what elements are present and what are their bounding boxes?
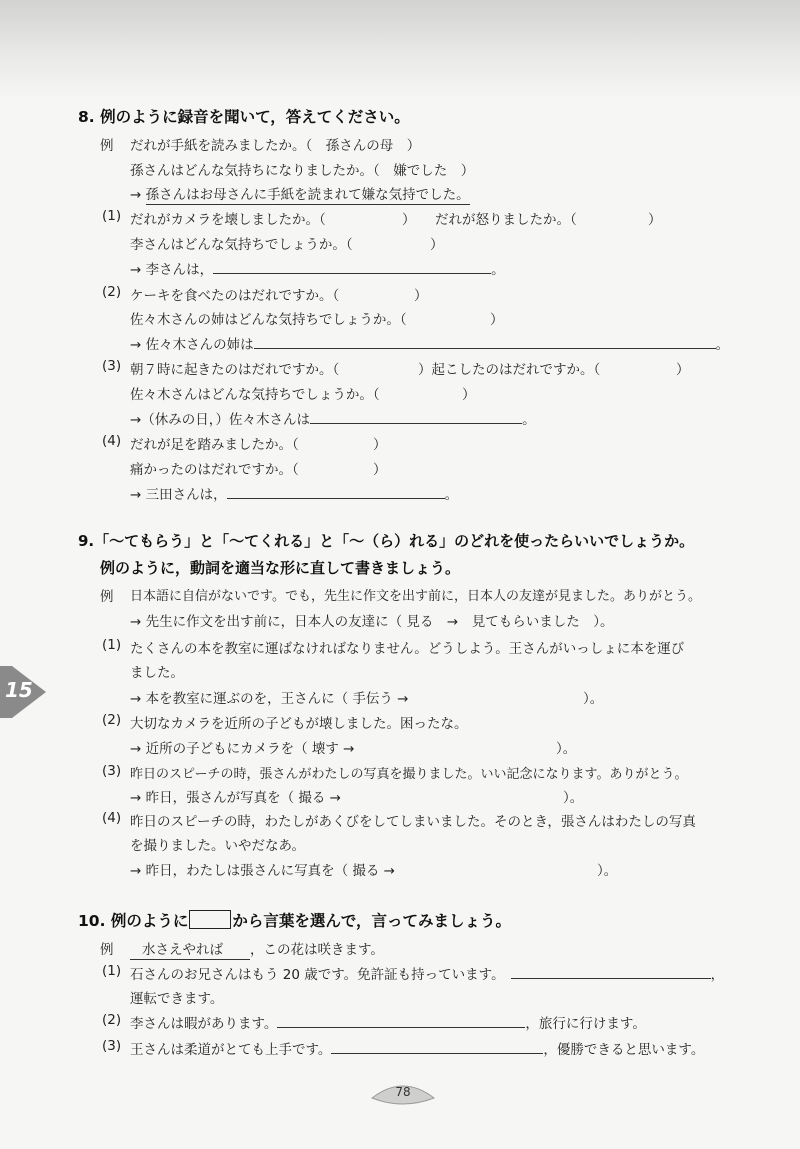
q9-item2-text1: 大切なカメラを近所の子どもが壊しました。困ったな。 <box>130 716 468 732</box>
q8-item4-answer-suffix: 。 <box>444 487 459 503</box>
q8-item3-num: (3) <box>102 358 122 374</box>
q8-item1-answer-suffix: 。 <box>491 262 505 278</box>
q9-example-answer: → 先生に作文を出す前に，日本人の友達に（ 見る → 見てもらいました ）。 <box>130 614 614 630</box>
q9-item4-num: (4) <box>102 810 122 826</box>
arrow: → <box>130 187 142 203</box>
q8-item4-q1-close: ） <box>373 437 387 453</box>
q9-item2-answer: → 近所の子どもにカメラを（ 壊す → <box>130 741 355 757</box>
q9-item2-num: (2) <box>102 712 122 728</box>
q8-item4-q2-close: ） <box>373 462 387 478</box>
q8-item2-q2-close: ） <box>490 312 504 328</box>
q10-item2-blank[interactable] <box>277 1013 525 1028</box>
q8-item1-q2: だれが怒りましたか。（ <box>435 212 577 228</box>
q10-item2-text: 李さんは暇があります。 <box>130 1016 278 1032</box>
q8-item3-q2-close: ） <box>462 387 476 403</box>
q8-item2-num: (2) <box>102 284 122 300</box>
q10-example-rest: ，この花は咲きます。 <box>250 942 384 958</box>
q8-item1-q2-close: ） <box>648 212 662 228</box>
q8-item3-answer-suffix: 。 <box>522 412 536 428</box>
q8-item4-answer-blank[interactable] <box>227 484 445 499</box>
q8-item1-answer-prefix: → 李さんは， <box>130 262 214 278</box>
q9-item1-num: (1) <box>102 637 122 653</box>
q8-item1-q1-close: ） <box>402 212 416 228</box>
q9-item4-text2: を撮りました。いやだなあ。 <box>130 838 305 854</box>
q9-example-label: 例 <box>100 589 114 605</box>
q10-item1-text: 石さんのお兄さんはもう 20 歳です。免許証も持っています。 <box>130 967 505 983</box>
q8-item3-q1-close: ）起こしたのはだれですか。（ <box>418 362 601 378</box>
word-box <box>189 910 231 929</box>
q9-item3-text1: 昨日のスピーチの時，張さんがわたしの写真を撮りました。いい記念になります。ありがとう。 <box>130 767 688 782</box>
q8-example-line2: 孫さんはどんな気持ちになりましたか。（ 嫌でした ） <box>130 163 475 179</box>
q8-item2-q1-close: ） <box>414 288 428 304</box>
q10-title-post: から言葉を選んで，言ってみましょう。 <box>232 912 512 930</box>
q8-item3-q1: 朝７時に起きたのはだれですか。（ <box>130 362 340 378</box>
q8-item1-q3-close: ） <box>430 237 444 253</box>
q8-item1-q3: 李さんはどんな気持ちでしょうか。（ <box>130 237 353 253</box>
page-number: 78 <box>395 1085 411 1099</box>
page-number-badge <box>370 1080 436 1108</box>
q10-example-label: 例 <box>100 942 114 958</box>
q8-item2-answer-blank[interactable] <box>254 334 716 349</box>
q8-item4-answer-prefix: → 三田さんは， <box>130 487 227 503</box>
q10-item3-num: (3) <box>102 1038 122 1054</box>
q10-item1-blank[interactable] <box>511 964 711 979</box>
q9-item1-text1: たくさんの本を教室に運ばなければなりません。どうしよう。王さんがいっしょに本を運び <box>130 641 685 657</box>
q9-item1-answer: → 本を教室に運ぶのを，王さんに（ 手伝う → <box>130 691 409 707</box>
q8-item3-answer-blank[interactable] <box>310 409 522 424</box>
q9-item3-answer: → 昨日，張さんが写真を（ 撮る → <box>130 790 341 806</box>
q9-item3-close: ）。 <box>563 790 584 806</box>
q9-item4-answer: → 昨日，わたしは張さんに写真を（ 撮る → <box>130 863 395 879</box>
q8-item1-q1: だれがカメラを壊しましたか。（ <box>130 212 326 228</box>
q9-item3-num: (3) <box>102 763 122 779</box>
q9-example-line1: 日本語に自信がないです。でも，先生に作文を出す前に，日本人の友達が見ました。ありがとう。 <box>130 589 701 604</box>
q8-item2-answer-prefix: → 佐々木さんの姉は <box>130 337 254 353</box>
q8-item3-answer-prefix: →（休みの日，）佐々木さんは <box>130 412 311 428</box>
q10-item3-text: 王さんは柔道がとても上手です。 <box>130 1042 332 1058</box>
q9-title-line1: 9.「～てもらう」と「～てくれる」と「～（ら）れる」のどれを使ったらいいでしょうか。 <box>78 532 695 550</box>
q10-item2-suffix: ，旅行に行けます。 <box>525 1016 646 1032</box>
q10-title-pre: 10. 例のように <box>78 912 189 930</box>
q8-title: 8. 例のように録音を聞いて，答えてください。 <box>78 108 410 126</box>
q8-item4-q2: 痛かったのはだれですか。（ <box>130 462 299 478</box>
q10-item3-blank[interactable] <box>331 1039 543 1054</box>
q8-item2-q1: ケーキを食べたのはだれですか。（ <box>130 288 340 304</box>
q10-example-filled: 水さえやれば <box>130 938 250 960</box>
q8-item4-num: (4) <box>102 433 122 449</box>
q8-item3-q2: 佐々木さんはどんな気持ちでしょうか。（ <box>130 387 380 403</box>
q8-item2-answer-suffix: 。 <box>715 337 730 353</box>
q9-item1-text2: ました。 <box>130 665 184 681</box>
q8-item1-answer-blank[interactable] <box>213 259 491 274</box>
q8-item1-num: (1) <box>102 208 122 224</box>
q9-item2-close: ）。 <box>556 741 577 757</box>
q10-item3-suffix: ，優勝できると思います。 <box>543 1042 705 1058</box>
q9-item4-text1: 昨日のスピーチの時，わたしがあくびをしてしまいました。そのとき，張さんはわたしの写真 <box>130 814 696 830</box>
q8-example-answer: 孫さんはお母さんに手紙を読まれて嫌な気持でした。 <box>145 187 470 203</box>
q10-item1-num: (1) <box>102 963 122 979</box>
q9-item1-close: ）。 <box>583 691 604 707</box>
q10-item2-num: (2) <box>102 1012 122 1028</box>
q9-item4-close: ）。 <box>597 863 618 879</box>
q8-item3-q1-close2: ） <box>676 362 690 378</box>
q10-item1-suffix: ， <box>710 967 725 983</box>
chapter-number: 15 <box>5 678 33 702</box>
q8-item2-q2: 佐々木さんの姉はどんな気持ちでしょうか。（ <box>130 312 407 328</box>
chapter-side-tab <box>0 666 46 718</box>
q8-item4-q1: だれが足を踏みましたか。（ <box>130 437 299 453</box>
page-top-shadow <box>0 0 800 100</box>
q8-example-label: 例 <box>100 138 114 154</box>
q9-title-line2: 例のように，動詞を適当な形に直して書きましょう。 <box>100 559 461 577</box>
q8-example-line1: だれが手紙を読みましたか。（ 孫さんの母 ） <box>130 138 421 154</box>
q10-item1-text2: 運転できます。 <box>130 991 224 1007</box>
